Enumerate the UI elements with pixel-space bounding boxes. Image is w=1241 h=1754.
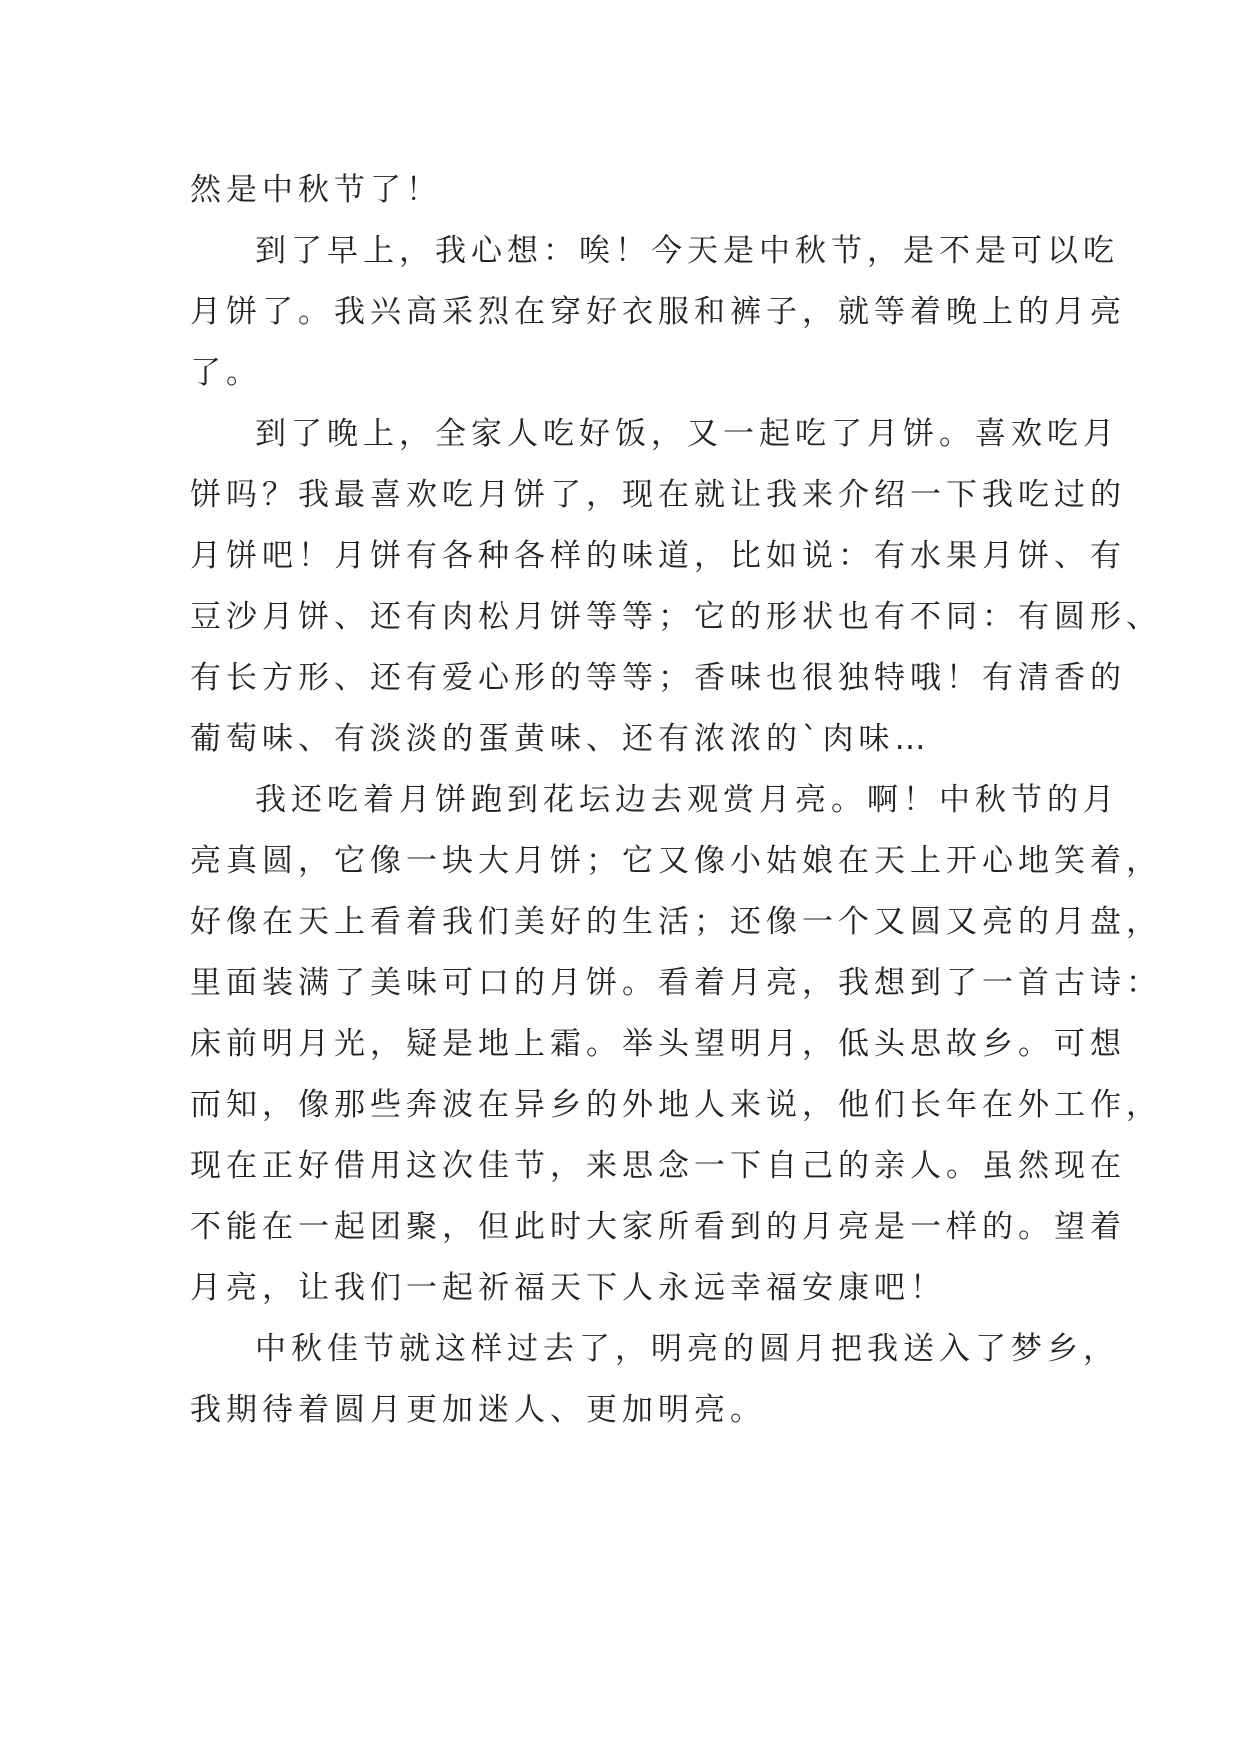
text-line: 月亮，让我们一起祈福天下人永远幸福安康吧！	[190, 1270, 946, 1306]
text-line: 亮真圆，它像一块大月饼；它又像小姑娘在天上开心地笑着，	[190, 843, 1162, 879]
text-line: 不能在一起团聚，但此时大家所看到的月亮是一样的。望着	[190, 1209, 1126, 1245]
paragraph-start-line: 我还吃着月饼跑到花坛边去观赏月亮。啊！中秋节的月	[255, 782, 1119, 818]
text-line: 床前明月光，疑是地上霜。举头望明月，低头思故乡。可想	[190, 1026, 1126, 1062]
text-line: 月饼了。我兴高采烈在穿好衣服和裤子，就等着晚上的月亮	[190, 294, 1126, 330]
paragraph-start-line: 中秋佳节就这样过去了，明亮的圆月把我送入了梦乡，	[255, 1331, 1119, 1367]
text-line: 了。	[190, 355, 262, 391]
text-line: 现在正好借用这次佳节，来思念一下自己的亲人。虽然现在	[190, 1148, 1126, 1184]
text-line: 葡萄味、有淡淡的蛋黄味、还有浓浓的`肉味…	[190, 721, 931, 757]
text-line: 豆沙月饼、还有肉松月饼等等；它的形状也有不同：有圆形、	[190, 599, 1162, 635]
text-line: 我期待着圆月更加迷人、更加明亮。	[190, 1392, 766, 1428]
essay-body	[190, 160, 1162, 1441]
paragraph-start-line: 到了早上，我心想：唉！今天是中秋节，是不是可以吃	[255, 233, 1119, 269]
text-line: 好像在天上看着我们美好的生活；还像一个又圆又亮的月盘，	[190, 904, 1162, 940]
text-line: 而知，像那些奔波在异乡的外地人来说，他们长年在外工作，	[190, 1087, 1162, 1123]
text-line: 有长方形、还有爱心形的等等；香味也很独特哦！有清香的	[190, 660, 1126, 696]
text-line: 然是中秋节了！	[190, 172, 442, 208]
text-line: 饼吗？我最喜欢吃月饼了，现在就让我来介绍一下我吃过的	[190, 477, 1126, 513]
text-line: 月饼吧！月饼有各种各样的味道，比如说：有水果月饼、有	[190, 538, 1126, 574]
text-line: 里面装满了美味可口的月饼。看着月亮，我想到了一首古诗：	[190, 965, 1162, 1001]
paragraph-start-line: 到了晚上，全家人吃好饭，又一起吃了月饼。喜欢吃月	[255, 416, 1119, 452]
